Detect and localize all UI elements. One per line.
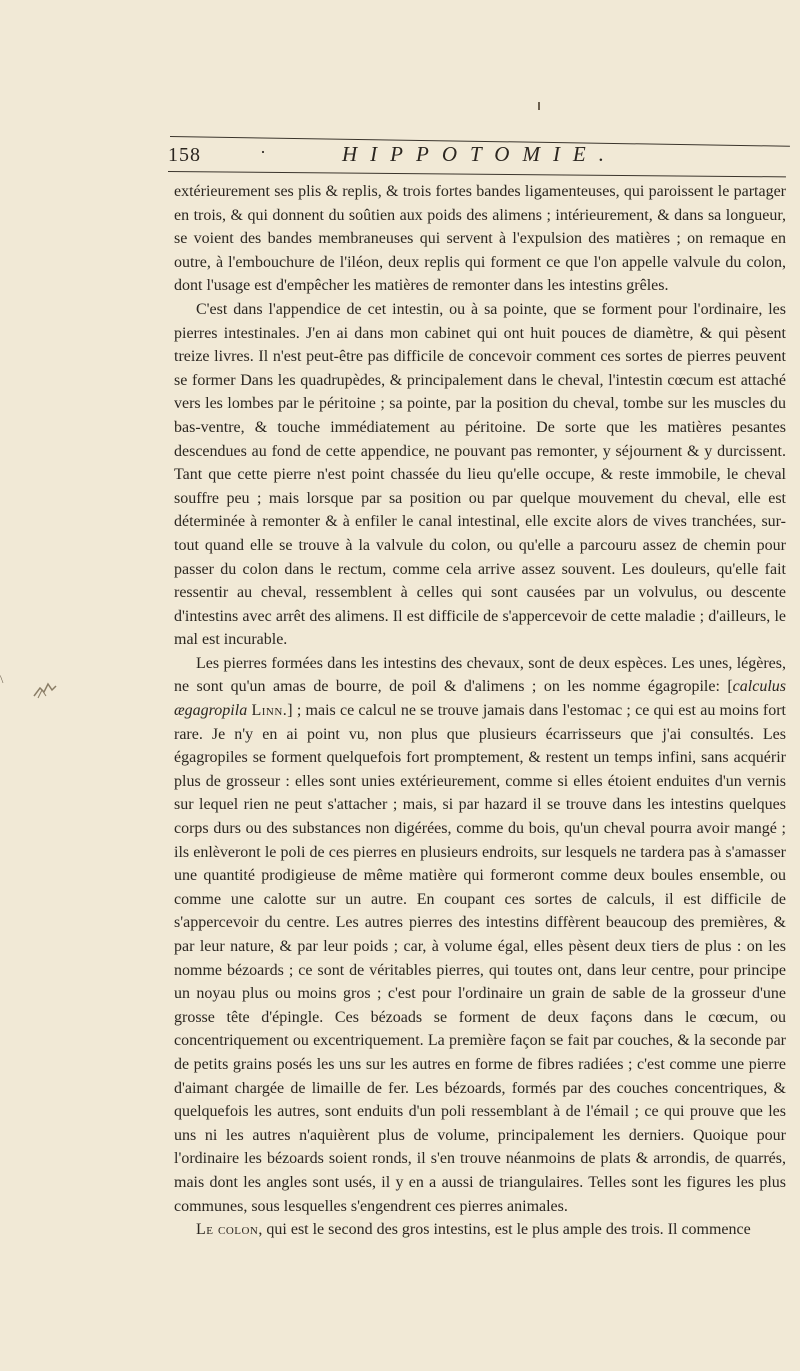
paragraph-3-continued: ] ; mais ce calcul ne se trouve jamais dans l'estomac ; ce qui est au moins fort rare. Je n'y en ai point vu, non plus que plusieurs écarrisseurs que j'ai consultés. Les égagropiles se forment quelquefois fort promptement, & restent un temps infini, sans acquérir plus de grosseur : elles sont unies extérieurement, comme si elles étoient enduites d'un vernis sur lequel rien ne peut s'attacher ; mais, si par hazard il se trouve dans les intestins quelques corps durs ou des substances non digérées, comme du bois, qu'un cheval pourra avoir mangé ; ils enlèveront le poli de ces pierres en plusieurs endroits, sur lesquels ne tardera pas à s'amasser une quantité prodigieuse de même matière qui formeront comme deux boules ensemble, ou comme une calotte sur un autre. En coupant ces sortes de calculs, il est difficile de s'appercevoir du centre. Les autres pierres des intestins diffèrent beaucoup des premières, & par leur nature, & par leur poids ; car, à volume égal, elles pèsent deux tiers de plus : on les nomme bézoards ; ce sont de véritables pierres, qui toutes ont, dans leur centre, pour principe un noyau plus ou moins gros ; c'est pour l'ordinaire un grain de sable de la grosseur d'une grosse tête d'épingle. Ces bézoads se forment de deux façons dans le cœcum, ou concentriquement ou excentriquement. La première façon se fait par couches, & la seconde par de petits grains posés les uns sur les autres en forme de fibres radiées ; c'est comme une pierre d'aimant chargée de limaille de fer. Les bézoards, formés par des couches concentriques, & quelquefois les autres, sont enduits d'un poli ressemblant à de l'émail ; ce qui prouve que les uns ni les autres n'aquièrent plus de volume, principalement les derniers. Quoique pour l'ordinaire les bézoards soient ronds, il s'en trouve néanmoins de plats & arrondis, de quarrés, mais dont les angles sont usés, il y en a aussi de triangulaires. Telles sont les figures les plus communes, sous lesquelles s'engendrent ces pierres animales.	[174, 702, 787, 1215]
margin-stain-icon	[32, 678, 58, 700]
header-rule-bottom	[168, 171, 786, 177]
margin-tick: \	[0, 672, 4, 686]
ink-mark	[538, 102, 540, 110]
paragraph-3	[174, 652, 786, 1218]
paragraph-2: C'est dans l'appendice de cet intestin, ou à sa pointe, que se forment pour l'ordinaire, les pierres intestinales. J'en ai dans mon cabinet qui ont huit pouces de diamètre, & qui pèsent treize livres. Il n'est peut-être pas difficile de concevoir comment ces sortes de pierres peuvent se former Dans les quadrupèdes, & principalement dans le cheval, l'intestin cœcum est attaché vers les lombes par le péritoine ; sa pointe, par la position du cheval, tombe sur les muscles du bas-ventre, & touche immédiatement au péritoine. De sorte que les matières pesantes descendues au fond de cette appendice, ne pouvant pas remonter, y séjournent & y durcissent. Tant que cette pierre n'est point chassée du lieu qu'elle occupe, & reste immobile, le cheval souffre peu ; mais lorsque par sa position ou par quelque mouvement du cheval, elle est déterminée à remonter & à enfiler le canal intestinal, elle excite alors de vives tranchées, sur-tout quand elle se trouve à la valvule du colon, ou qu'elle a parcouru assez de chemin pour passer du colon dans le rectum, comme cela arrive assez souvent. Les douleurs, qu'elle fait ressentir au cheval, ressemblent à celles qui sont causées par un volvulus, ou descente d'intestins avec arrêt des alimens. Il est difficile de s'appercevoir de cette maladie ; d'ailleurs, le mal est incurable.	[174, 300, 786, 649]
header-separator: ·	[260, 142, 266, 162]
paragraph-4-text: , qui est le second des gros intestins, est le plus ample des trois. Il commence	[258, 1221, 751, 1239]
latin-term: calculus ægagropila	[174, 678, 786, 720]
paragraph-4	[174, 1218, 786, 1242]
section-lead: Le colon	[196, 1221, 259, 1239]
running-title: HIPPOTOMIE.	[342, 142, 618, 166]
page-number: 158	[168, 144, 201, 166]
page-header	[168, 142, 788, 170]
paragraph-1: extérieurement ses plis & replis, & trois fortes bandes ligamenteuses, qui paroissent le partager en trois, & qui donnent du soûtien aux poids des alimens ; intérieurement, & dans sa longueur, se voient des bandes membraneuses qui servent à l'expulsion des matières ; on remaque en outre, à l'embouchure de l'iléon, deux replis qui forment ce que l'on appelle valvule du colon, dont l'usage est d'empêcher les matières de remonter dans les intestins grêles.	[174, 183, 786, 295]
author-abbreviation: Linn.	[251, 702, 288, 720]
main-text	[174, 180, 786, 1242]
paragraph-3-text: Les pierres formées dans les intestins des chevaux, sont de deux espèces. Les unes, légères, ne sont qu'un amas de bourre, de poil & d'alimens ; on les nomme égagropile: [	[174, 654, 786, 696]
